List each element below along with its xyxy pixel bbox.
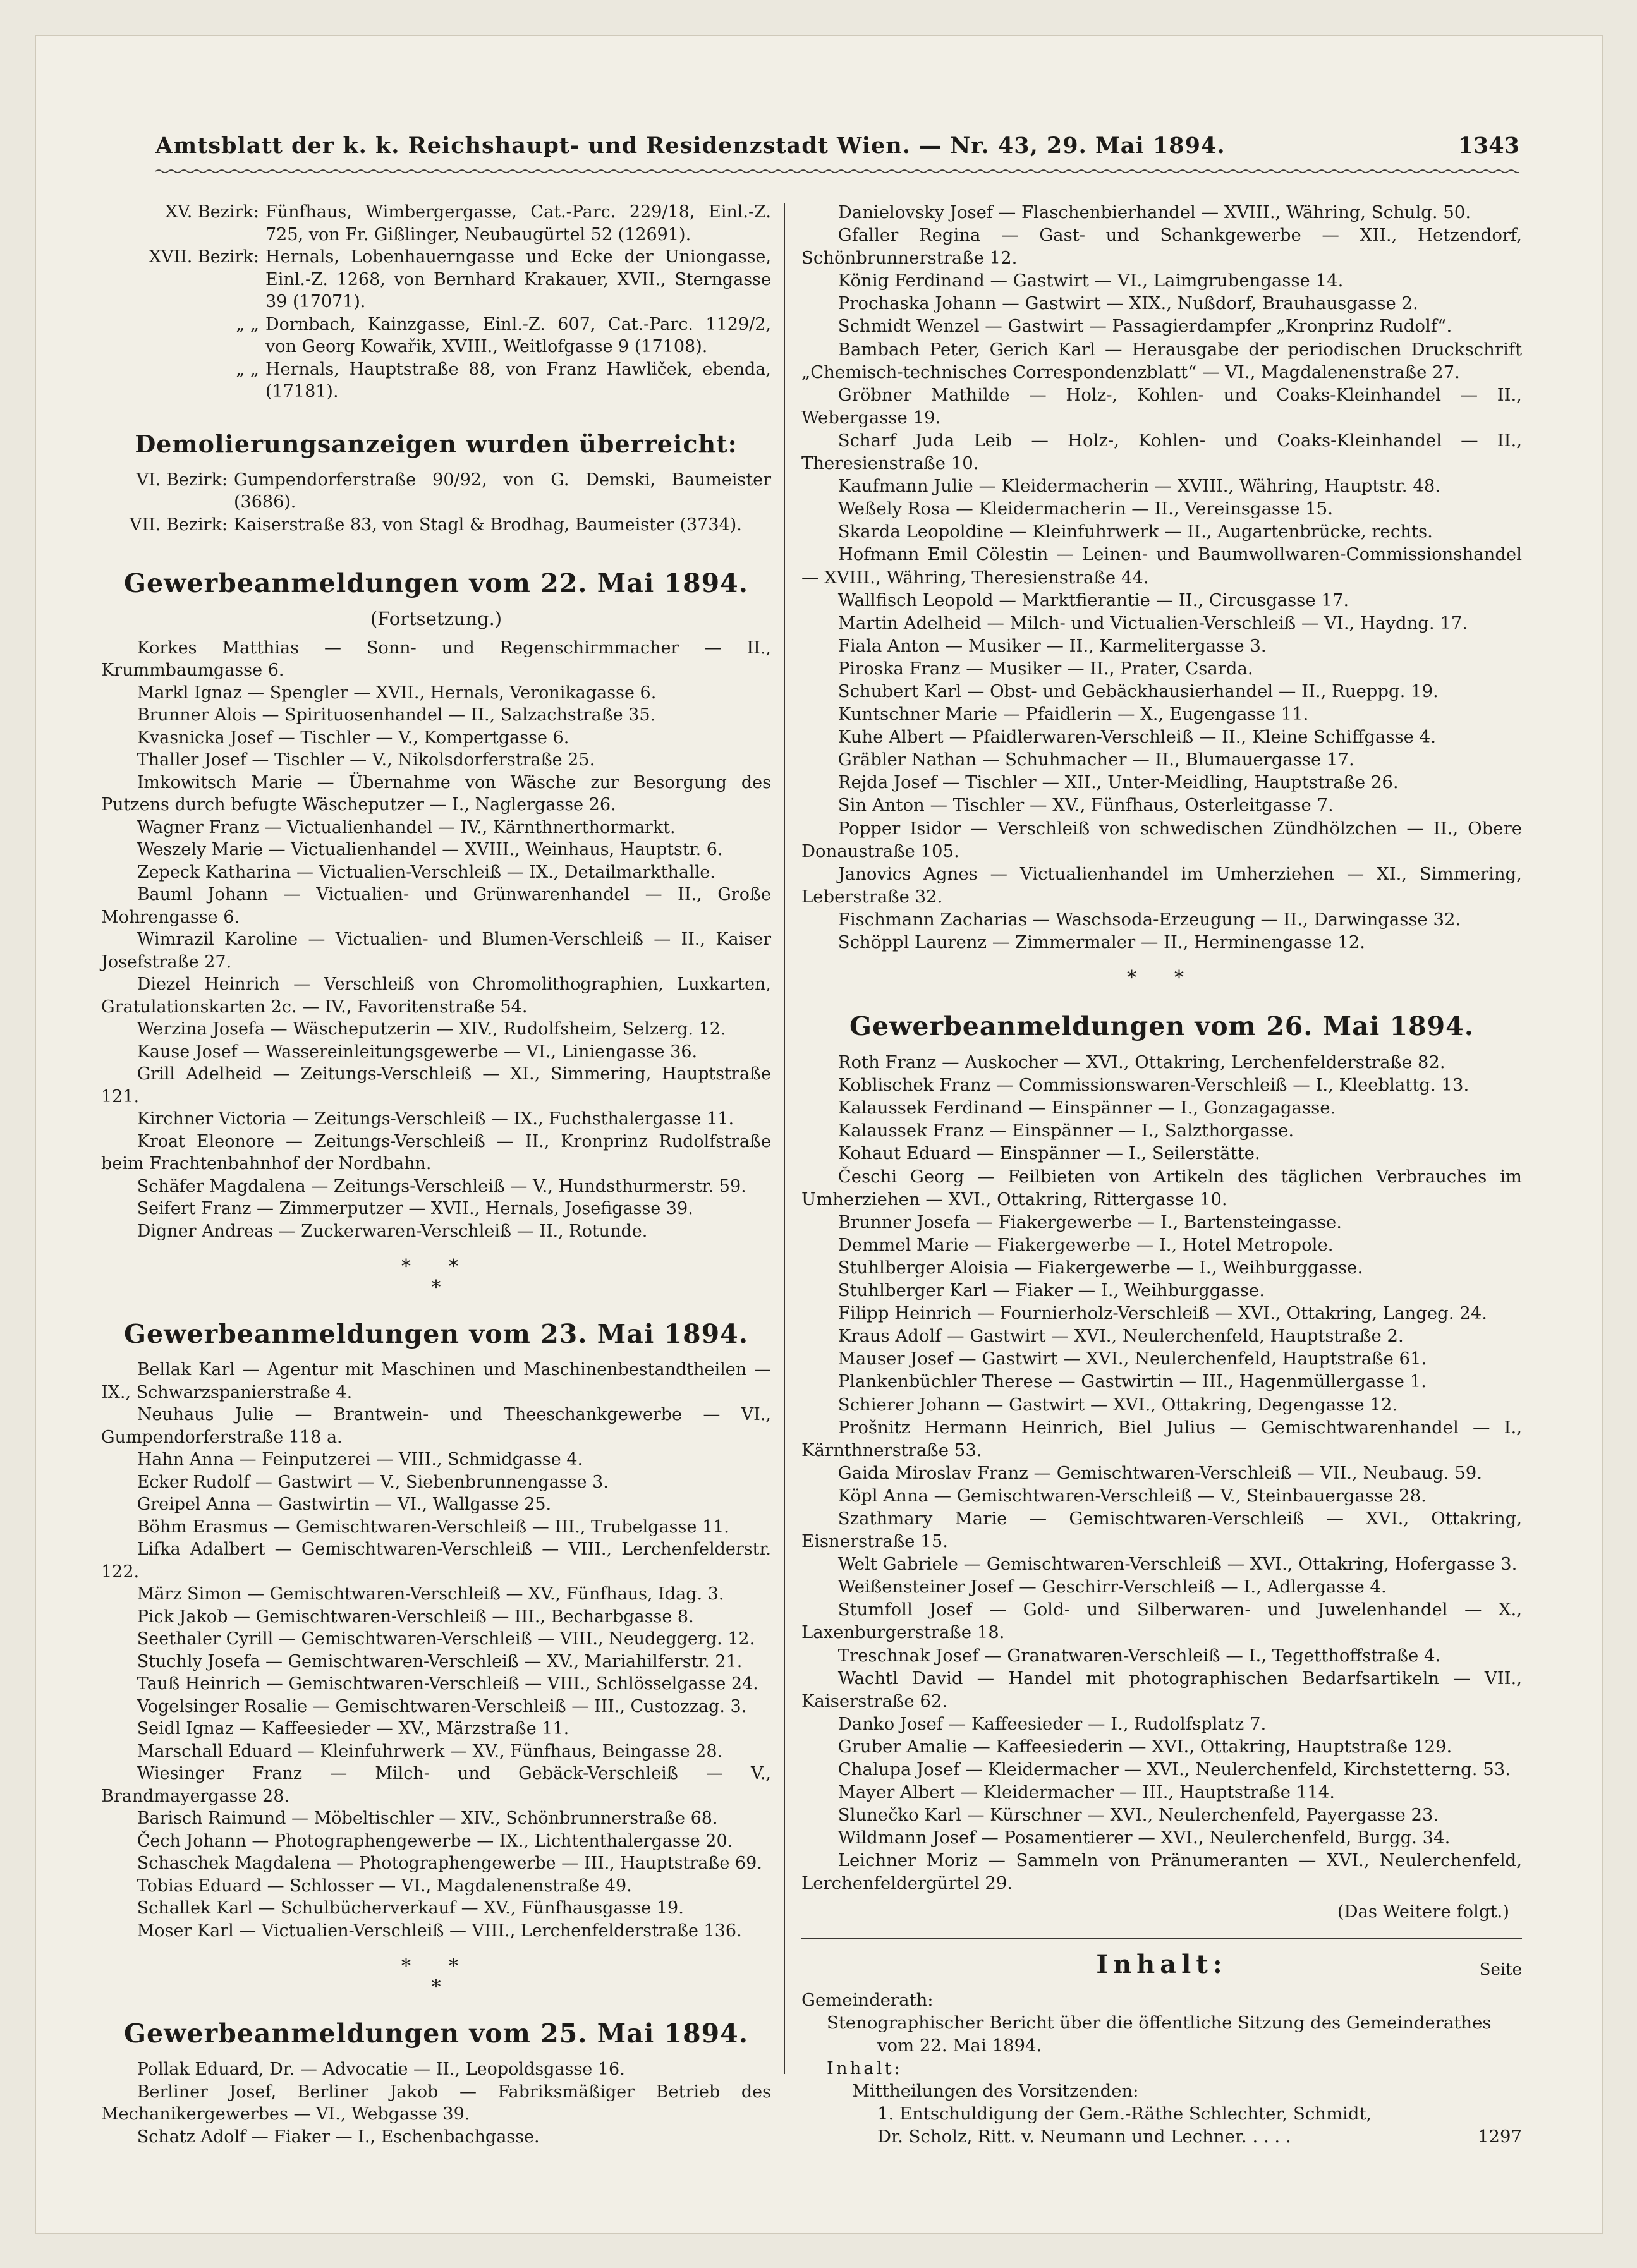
entry-item: Pick Jakob — Gemischtwaren-Verschleiß — III., Becharbgasse 8. (137, 1606, 694, 1627)
entry-item: Prochaska Johann — Gastwirt — XIX., Nußdorf, Brauhausgasse 2. (837, 293, 1418, 314)
entry-item: Kraus Adolf — Gastwirt — XVI., Neulerchenfeld, Hauptstraße 2. (837, 1326, 1404, 1347)
entry-item: Wachtl David — Handel mit photographischen Bedarfsartikeln — VII., Kaiserstraße 62. (801, 1668, 1522, 1711)
entry-item: Marschall Eduard — Kleinfuhrwerk — XV., Fünfhaus, Beingasse 28. (137, 1741, 723, 1761)
entry-item: Slunečko Karl — Kürschner — XVI., Neulerchenfeld, Payergasse 23. (837, 1805, 1439, 1826)
entry-item: Plankenbüchler Therese — Gastwirtin — III., Hagenmüllergasse 1. (837, 1371, 1427, 1392)
demolition-list (101, 469, 771, 537)
entry-item: Wagner Franz — Victualienhandel — IV., Kärnthnerthormarkt. (137, 817, 676, 837)
header-title: Amtsblatt der k. k. Reichshaupt- und Residenzstadt Wien. — Nr. 43, 29. Mai 1894. (155, 133, 1226, 159)
contents-entry: 1. Entschuldigung der Gem.-Räthe Schlechter, Schmidt, (877, 2104, 1372, 2125)
entry-item: Chalupa Josef — Kleidermacher — XVI., Neulerchenfeld, Kirchstetterng. 53. (837, 1759, 1511, 1780)
entry-item: Schaschek Magdalena — Photographengewerbe — III., Hauptstraße 69. (137, 1853, 762, 1873)
entry-item: Schierer Johann — Gastwirt — XVI., Ottakring, Degengasse 12. (837, 1394, 1398, 1415)
contents-subheading: Inhalt: (827, 2058, 903, 2078)
entry-item: Kalaussek Franz — Einspänner — I., Salzthorgasse. (837, 1120, 1294, 1141)
right-column (801, 201, 1522, 2148)
header-rule (155, 168, 1519, 174)
entry-item: Wimrazil Karoline — Victualien- und Blumen-Verschleiß — II., Kaiser Josefstraße 27. (101, 930, 771, 972)
contents-entry: Dr. Scholz, Ritt. v. Neumann und Lechner. . . . . 1297 (801, 2125, 1522, 2148)
section-heading-25-may: Gewerbeanmeldungen vom 25. Mai 1894. (124, 2018, 748, 2049)
entry-item: Weszely Marie — Victualienhandel — XVIII., Weinhaus, Hauptstr. 6. (137, 840, 723, 859)
entry-item: Ecker Rudolf — Gastwirt — V., Siebenbrunnengasse 3. (137, 1472, 609, 1492)
entry-list-25-may (101, 2058, 771, 2148)
entry-item: Seifert Franz — Zimmerputzer — XVII., Hernals, Josefigasse 39. (137, 1199, 693, 1218)
entry-item: Korkes Matthias — Sonn- und Regenschirmmacher — II., Krummbaumgasse 6. (101, 638, 771, 680)
entry-item: Skarda Leopoldine — Kleinfuhrwerk — II., Augartenbrücke, rechts. (837, 521, 1433, 542)
entry-item: Moser Karl — Victualien-Verschleiß — VIII., Lerchenfelderstraße 136. (137, 1920, 742, 1941)
entry-item: Barisch Raimund — Möbeltischler — XIV., Schönbrunnerstraße 68. (137, 1809, 718, 1828)
entry-item: Szathmary Marie — Gemischtwaren-Verschleiß — XVI., Ottakring, Eisnerstraße 15. (801, 1508, 1522, 1552)
entry-item: Kuhe Albert — Pfaidlerwaren-Verschleiß — II., Kleine Schiffgasse 4. (837, 727, 1436, 748)
entry-item: Brunner Josefa — Fiakergewerbe — I., Bartensteingasse. (837, 1211, 1342, 1232)
entry-item: Gruber Amalie — Kaffeesiederin — XVI., Ottakring, Hauptstraße 129. (837, 1736, 1452, 1757)
page-header (155, 133, 1519, 163)
entry-item: Fiala Anton — Musiker — II., Karmelitergasse 3. (837, 635, 1267, 656)
separator-star: * (431, 1277, 441, 1299)
page-number: 1343 (1457, 133, 1519, 159)
entry-list-25-may-continued (801, 201, 1522, 954)
entry-item: Sin Anton — Tischler — XV., Fünfhaus, Osterleitgasse 7. (837, 795, 1334, 816)
section-heading-22-may: Gewerbeanmeldungen vom 22. Mai 1894. (124, 568, 748, 598)
entry-item: Pollak Eduard, Dr. — Advocatie — II., Leopoldsgasse 16. (137, 2059, 625, 2079)
entry-item: Stuhlberger Aloisia — Fiakergewerbe — I., Weihburggasse. (837, 1257, 1363, 1278)
entry-item: Roth Franz — Auskocher — XVI., Ottakring, Lerchenfelderstraße 82. (837, 1052, 1445, 1073)
entry-item: Thaller Josef — Tischler — V., Nikolsdorferstraße 25. (137, 750, 595, 770)
entry-item: Danko Josef — Kaffeesieder — I., Rudolfsplatz 7. (837, 1713, 1267, 1734)
demolition-heading: Demolierungsanzeigen wurden überreicht: (135, 429, 738, 458)
entry-list-22-may (101, 637, 771, 1243)
entry-item: Werzina Josefa — Wäscheputzerin — XIV., Rudolfsheim, Selzerg. 12. (137, 1019, 726, 1039)
entry-item: Janovics Agnes — Victualienhandel im Umherziehen — XI., Simmering, Leberstraße 32. (801, 863, 1522, 907)
entry-item: Mayer Albert — Kleidermacher — III., Hauptstraße 114. (837, 1782, 1336, 1803)
entry-item: Imkowitsch Marie — Übernahme von Wäsche zur Besorgung des Putzens durch befugte Wäscheputzer — I., Naglergasse 26. (101, 772, 771, 815)
entry-item: Seethaler Cyrill — Gemischtwaren-Verschleiß — VIII., Neudeggerg. 12. (137, 1629, 755, 1649)
entry-item: Köpl Anna — Gemischtwaren-Verschleiß — V., Steinbauergasse 28. (837, 1485, 1427, 1506)
entry-item: Gräbler Nathan — Schuhmacher — II., Blumauergasse 17. (837, 749, 1354, 770)
separator-stars: ** (401, 1256, 496, 1278)
entry-item: Gaida Miroslav Franz — Gemischtwaren-Verschleiß — VII., Neubaug. 59. (837, 1462, 1483, 1483)
entry-item: Grill Adelheid — Zeitungs-Verschleiß — XI., Simmering, Hauptstraße 121. (101, 1064, 771, 1107)
entry-item: Schallek Karl — Schulbücherverkauf — XV., Fünfhausgasse 19. (137, 1898, 684, 1918)
entry-item: Kalaussek Ferdinand — Einspänner — I., Gonzagagasse. (837, 1098, 1336, 1119)
entry-item: Gröbner Mathilde — Holz-, Kohlen- und Coaks-Kleinhandel — II., Webergasse 19. (801, 384, 1522, 428)
entry-item: Popper Isidor — Verschleiß von schwedischen Zündhölzchen — II., Obere Donaustraße 105. (801, 818, 1522, 861)
table-of-contents (801, 1949, 1522, 2149)
district-entry: „ „ Hernals, Hauptstraße 88, von Franz Hawliček, ebenda, (17181). (236, 359, 771, 401)
entry-item: Kroat Eleonore — Zeitungs-Verschleiß — II., Kronprinz Rudolfstraße beim Frachtenbahnhof der Nordbahn. (101, 1131, 771, 1173)
entry-item: Tauß Heinrich — Gemischtwaren-Verschleiß — VIII., Schlösselgasse 24. (137, 1674, 758, 1694)
separator-star: * (431, 1976, 441, 1998)
entry-item: Schmidt Wenzel — Gastwirt — Passagierdampfer „Kronprinz Rudolf“. (837, 316, 1452, 337)
entry-item: Piroska Franz — Musiker — II., Prater, Csarda. (837, 658, 1253, 679)
entry-item: Wildmann Josef — Posamentierer — XVI., Neulerchenfeld, Burgg. 34. (837, 1828, 1451, 1848)
entry-item: Prošnitz Hermann Heinrich, Biel Julius — Gemischtwarenhandel — I., Kärnthnerstraße 53. (801, 1417, 1522, 1460)
entry-item: Kaufmann Julie — Kleidermacherin — XVIII., Währing, Hauptstr. 48. (837, 476, 1440, 497)
entry-item: Fischmann Zacharias — Waschsoda-Erzeugung — II., Darwingasse 32. (837, 909, 1461, 930)
contents-title: Inhalt: (1096, 1949, 1227, 1979)
contents-item: Stenographischer Bericht über die öffentliche Sitzung des Gemeinderathes (827, 2012, 1492, 2033)
entry-item: König Ferdinand — Gastwirt — VI., Laimgrubengasse 14. (837, 270, 1344, 291)
entry-list-26-may (801, 1051, 1522, 1895)
contents-page-label: Seite (1479, 1960, 1522, 1979)
contents-item-date: vom 22. Mai 1894. (877, 2035, 1042, 2056)
entry-item: Hahn Anna — Feinputzerei — VIII., Schmidgasse 4. (137, 1450, 583, 1469)
entry-item: Zepeck Katharina — Victualien-Verschleiß — IX., Detailmarkthalle. (137, 862, 715, 882)
section-heading-23-may: Gewerbeanmeldungen vom 23. Mai 1894. (124, 1319, 748, 1349)
entry-item: Rejda Josef — Tischler — XII., Unter-Meidling, Hauptstraße 26. (837, 772, 1399, 793)
entry-item: Stuchly Josefa — Gemischtwaren-Verschleiß — XV., Mariahilferstr. 21. (137, 1651, 743, 1671)
entry-item: Schatz Adolf — Fiaker — I., Eschenbachgasse. (137, 2126, 540, 2147)
district-entry: XVII. Bezirk: Hernals, Lobenhauerngasse und Ecke der Uniongasse, Einl.-Z. 1268, von Bernhard Krakauer, XVII., Sterngasse 39 (17071). (149, 247, 771, 312)
contents-rule (801, 1938, 1522, 1939)
entry-item: März Simon — Gemischtwaren-Verschleiß — XV., Fünfhaus, Idag. 3. (137, 1584, 724, 1604)
district-entry: „ „ Dornbach, Kainzgasse, Einl.-Z. 607, Cat.-Parc. 1129/2, von Georg Kowařik, XVIII., Weitlofgasse 9 (17108). (236, 314, 771, 356)
separator-stars: ** (1127, 967, 1222, 990)
entry-item: Berliner Josef, Berliner Jakob — Fabriksmäßiger Betrieb des Mechanikergewerbes — VI., Webgasse 39. (101, 2082, 771, 2124)
left-column (101, 201, 771, 2148)
entry-item: Welt Gabriele — Gemischtwaren-Verschleiß — XVI., Ottakring, Hofergasse 3. (837, 1554, 1518, 1575)
entry-item: Česchi Georg — Feilbieten von Artikeln des täglichen Verbrauches im Umherziehen — XVI., Ottakring, Rittergasse 10. (801, 1166, 1522, 1210)
entry-item: Böhm Erasmus — Gemischtwaren-Verschleiß — III., Trubelgasse 11. (137, 1517, 729, 1537)
entry-item: Leichner Moriz — Sammeln von Pränumeranten — XVI., Neulerchenfeld, Lerchenfeldergürtel 29. (801, 1850, 1522, 1894)
entry-item: Koblischek Franz — Commissionswaren-Verschleiß — I., Kleeblattg. 13. (837, 1075, 1470, 1096)
entry-item: Neuhaus Julie — Brantwein- und Theeschankgewerbe — VI., Gumpendorferstraße 118 a. (101, 1405, 771, 1447)
entry-item: Kause Josef — Wassereinleitungsgewerbe — VI., Liniengasse 36. (137, 1041, 698, 1062)
entry-item: Martin Adelheid — Milch- und Victualien-Verschleiß — VI., Haydng. 17. (837, 612, 1468, 633)
entry-item: Wiesinger Franz — Milch- und Gebäck-Verschleiß — V., Brandmayergasse 28. (101, 1764, 771, 1806)
continued-note: (Das Weitere folgt.) (1337, 1901, 1509, 1922)
entry-list-23-may (101, 1359, 771, 1942)
entry-item: Tobias Eduard — Schlosser — VI., Magdalenenstraße 49. (137, 1876, 632, 1896)
entry-item: Kohaut Eduard — Einspänner — I., Seilerstätte. (837, 1143, 1260, 1164)
entry-item: Vogelsinger Rosalie — Gemischtwaren-Verschleiß — III., Custozzag. 3. (137, 1696, 747, 1716)
entry-item: Demmel Marie — Fiakergewerbe — I., Hotel Metropole. (837, 1234, 1334, 1255)
column-divider (784, 203, 785, 2074)
entry-item: Schäfer Magdalena — Zeitungs-Verschleiß — V., Hundsthurmerstr. 59. (137, 1176, 746, 1196)
entry-item: Schubert Karl — Obst- und Gebäckhausierhandel — II., Rueppg. 19. (837, 681, 1439, 701)
contents-page-number: 1297 (1478, 2126, 1522, 2147)
entry-item: Stumfoll Josef — Gold- und Silberwaren- und Juwelenhandel — X., Laxenburgerstraße 18. (801, 1599, 1522, 1643)
entry-item: Bellak Karl — Agentur mit Maschinen und Maschinenbestandtheilen — IX., Schwarzspanierstraße 4. (101, 1360, 771, 1402)
entry-item: Weißensteiner Josef — Geschirr-Verschleiß — I., Adlergasse 4. (837, 1577, 1387, 1598)
district-entry: XV. Bezirk: Fünfhaus, Wimbergergasse, Cat.-Parc. 229/18, Einl.-Z. 725, von Fr. Gißlinger, Neubaugürtel 52 (12691). (165, 202, 771, 245)
entry-item: Digner Andreas — Zuckerwaren-Verschleiß — II., Rotunde. (137, 1221, 648, 1241)
entry-item: Seidl Ignaz — Kaffeesieder — XV., Märzstraße 11. (137, 1719, 569, 1738)
entry-item: Weßely Rosa — Kleidermacherin — II., Vereinsgasse 15. (837, 499, 1334, 519)
entry-item: Diezel Heinrich — Verschleiß von Chromolithographien, Luxkarten, Gratulationskarten 2c. — IV., Favoritenstraße 54. (101, 974, 771, 1017)
entry-item: Bauml Johann — Victualien- und Grünwarenhandel — II., Große Mohrengasse 6. (101, 885, 771, 927)
section-heading-26-may: Gewerbeanmeldungen vom 26. Mai 1894. (849, 1011, 1474, 1042)
entry-item: Gfaller Regina — Gast- und Schankgewerbe — XII., Hetzendorf, Schönbrunnerstraße 12. (801, 225, 1522, 269)
entry-item: Schöppl Laurenz — Zimmermaler — II., Herminengasse 12. (837, 932, 1366, 952)
entry-item: Kuntschner Marie — Pfaidlerin — X., Eugengasse 11. (837, 704, 1309, 725)
entry-item: Greipel Anna — Gastwirtin — VI., Wallgasse 25. (137, 1495, 552, 1514)
section-subtitle: (Fortsetzung.) (370, 608, 502, 629)
demolition-entry: VI. Bezirk: Gumpendorferstraße 90/92, von G. Demski, Baumeister (3686). (136, 470, 771, 512)
contents-subsection: Mittheilungen des Vorsitzenden: (852, 2081, 1139, 2102)
separator-stars: ** (401, 1955, 496, 1977)
entry-item: Wallfisch Leopold — Marktfierantie — II., Circusgasse 17. (837, 590, 1349, 610)
demolition-entry: VII. Bezirk: Kaiserstraße 83, von Stagl & Brodhag, Baumeister (3734). (129, 514, 742, 535)
entry-item: Čech Johann — Photographengewerbe — IX., Lichtenthalergasse 20. (137, 1831, 733, 1851)
entry-item: Hofmann Emil Cölestin — Leinen- und Baumwollwaren-Commissionshandel — XVIII., Währing, Theresienstraße 44. (801, 544, 1522, 588)
entry-item: Lifka Adalbert — Gemischtwaren-Verschleiß — VIII., Lerchenfelderstr. 122. (101, 1539, 771, 1582)
entry-item: Mauser Josef — Gastwirt — XVI., Neulerchenfeld, Hauptstraße 61. (837, 1349, 1427, 1369)
entry-item: Brunner Alois — Spirituosenhandel — II., Salzachstraße 35. (137, 705, 656, 725)
entry-item: Markl Ignaz — Spengler — XVII., Hernals, Veronikagasse 6. (137, 682, 657, 703)
contents-section: Gemeinderath: (801, 1989, 934, 2010)
entry-item: Stuhlberger Karl — Fiaker — I., Weihburggasse. (837, 1280, 1265, 1301)
entry-item: Bambach Peter, Gerich Karl — Herausgabe der periodischen Druckschrift „Chemisch-technisches Correspondenzblatt“ — VI., Magdalenenstraße 27. (801, 339, 1522, 382)
district-list (101, 201, 771, 403)
entry-item: Treschnak Josef — Granatwaren-Verschleiß — I., Tegetthoffstraße 4. (837, 1645, 1441, 1666)
entry-item: Scharf Juda Leib — Holz-, Kohlen- und Coaks-Kleinhandel — II., Theresienstraße 10. (801, 430, 1522, 474)
entry-item: Danielovsky Josef — Flaschenbierhandel — XVIII., Währing, Schulg. 50. (837, 202, 1471, 222)
entry-item: Kvasnicka Josef — Tischler — V., Kompertgasse 6. (137, 727, 569, 748)
entry-item: Filipp Heinrich — Fournierholz-Verschleiß — XVI., Ottakring, Langeg. 24. (837, 1303, 1487, 1324)
entry-item: Kirchner Victoria — Zeitungs-Verschleiß — IX., Fuchsthalergasse 11. (137, 1109, 734, 1129)
